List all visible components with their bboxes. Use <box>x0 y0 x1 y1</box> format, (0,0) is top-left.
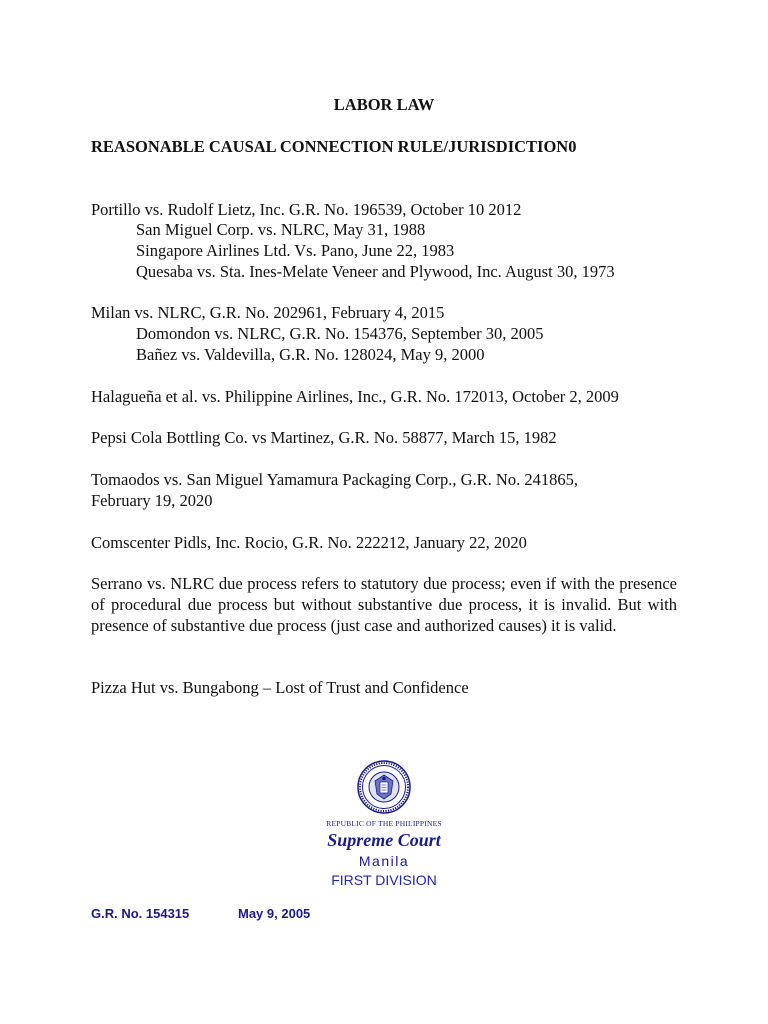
case-banez: Bañez vs. Valdevilla, G.R. No. 128024, May 9, 2000 <box>136 345 485 364</box>
case-halaguena: Halagueña et al. vs. Philippine Airlines, Inc., G.R. No. 172013, October 2, 2009 <box>91 387 619 406</box>
case-quesaba: Quesaba vs. Sta. Ines-Melate Veneer and Plywood, Inc. August 30, 1973 <box>136 262 615 281</box>
case-singapore-airlines: Singapore Airlines Ltd. Vs. Pano, June 22, 1983 <box>136 241 455 260</box>
case-portillo: Portillo vs. Rudolf Lietz, Inc. G.R. No. 196539, October 10 2012 <box>91 200 522 219</box>
supreme-court-seal-icon <box>357 760 411 814</box>
doc-subtitle: REASONABLE CAUSAL CONNECTION RULE/JURISDICTION0 <box>91 137 577 156</box>
doc-title: LABOR LAW <box>333 95 435 114</box>
gr-number: G.R. No. 154315 <box>91 906 190 921</box>
case-domondon: Domondon vs. NLRC, G.R. No. 154376, September 30, 2005 <box>136 324 544 343</box>
court-division: FIRST DIVISION <box>331 872 437 888</box>
decision-date: May 9, 2005 <box>238 906 311 921</box>
case-comscenter: Comscenter Pidls, Inc. Rocio, G.R. No. 222212, January 22, 2020 <box>91 533 527 552</box>
case-serrano: Serrano vs. NLRC due process refers to statutory due process; even if with the presence of procedural due process but without substantive due process, it is invalid. But with presence of substantive due process (just case and authorized causes) it is valid. <box>91 574 677 635</box>
case-milan: Milan vs. NLRC, G.R. No. 202961, February 4, 2015 <box>91 303 445 322</box>
case-pizza-hut: Pizza Hut vs. Bungabong – Lost of Trust and Confidence <box>91 678 469 697</box>
case-tomaodos-line1: Tomaodos vs. San Miguel Yamamura Packaging Corp., G.R. No. 241865, <box>91 470 578 489</box>
republic-label: REPUBLIC OF THE PHILIPPINES <box>326 819 442 828</box>
supreme-court-name: Supreme Court <box>327 830 441 850</box>
case-pepsi: Pepsi Cola Bottling Co. vs Martinez, G.R. No. 58877, March 15, 1982 <box>91 428 557 447</box>
case-tomaodos-line2: February 19, 2020 <box>91 491 213 510</box>
court-city: Manila <box>358 853 410 869</box>
case-san-miguel: San Miguel Corp. vs. NLRC, May 31, 1988 <box>136 220 426 239</box>
